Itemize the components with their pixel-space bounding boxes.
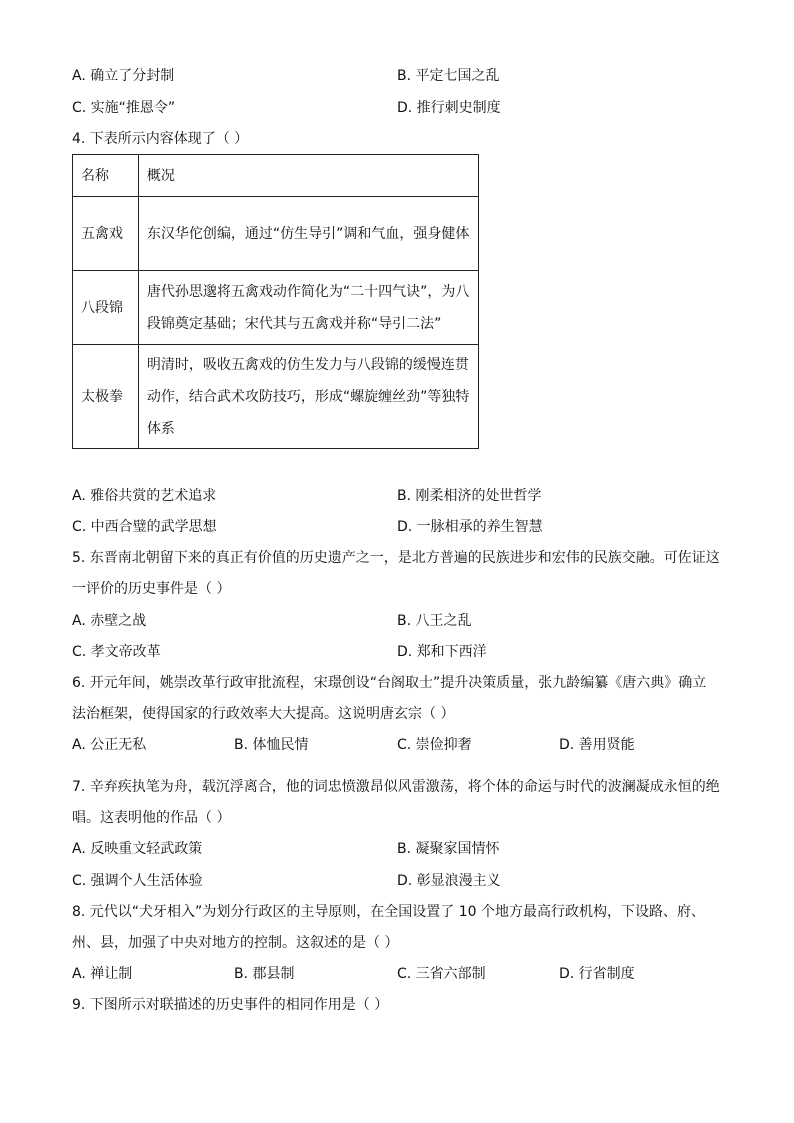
q4-option-d[interactable]: D. 一脉相承的养生智慧 xyxy=(397,519,543,535)
q9-stem: 9. 下图所示对联描述的历史事件的相同作用是（ ） xyxy=(72,997,389,1013)
q6-stem-line2: 法治框架，使得国家的行政效率大大提高。这说明唐玄宗（ ） xyxy=(72,706,455,722)
table-header-name: 名称 xyxy=(73,155,139,197)
table-cell-desc: 明清时，吸收五禽戏的仿生发力与八段锦的缓慢连贯动作，结合武术攻防技巧，形成“螺旋缠丝劲”等独特体系 xyxy=(138,345,478,449)
q3-option-c[interactable]: C. 实施“推恩令” xyxy=(72,100,176,116)
q4-option-a[interactable]: A. 雅俗共赏的艺术追求 xyxy=(72,488,217,504)
q4-table xyxy=(72,154,479,449)
q4-option-c[interactable]: C. 中西合璧的武学思想 xyxy=(72,519,217,535)
q3-option-d[interactable]: D. 推行刺史制度 xyxy=(397,100,501,116)
q3-option-a[interactable]: A. 确立了分封制 xyxy=(72,68,175,84)
q6-option-c[interactable]: C. 崇俭抑奢 xyxy=(397,737,472,753)
q5-option-c[interactable]: C. 孝文帝改革 xyxy=(72,644,161,660)
q7-option-c[interactable]: C. 强调个人生活体验 xyxy=(72,873,203,889)
table-cell-desc: 唐代孙思邈将五禽戏动作简化为“二十四气诀”，为八段锦奠定基础；宋代其与五禽戏并称“导引二法” xyxy=(138,271,478,345)
q6-option-d[interactable]: D. 善用贤能 xyxy=(559,737,635,753)
table-cell-name: 太极拳 xyxy=(73,345,139,449)
q5-option-a[interactable]: A. 赤壁之战 xyxy=(72,613,147,629)
q8-stem-line2: 州、县，加强了中央对地方的控制。这叙述的是（ ） xyxy=(72,935,399,951)
q6-option-b[interactable]: B. 体恤民情 xyxy=(234,737,309,753)
q7-option-a[interactable]: A. 反映重文轻武政策 xyxy=(72,841,203,857)
table-row xyxy=(73,345,479,449)
q5-option-d[interactable]: D. 郑和下西洋 xyxy=(397,644,487,660)
table-cell-name: 五禽戏 xyxy=(73,197,139,271)
table-header-row xyxy=(73,155,479,197)
q7-option-d[interactable]: D. 彰显浪漫主义 xyxy=(397,873,501,889)
q8-option-b[interactable]: B. 郡县制 xyxy=(234,966,295,982)
q5-stem-line2: 一评价的历史事件是（ ） xyxy=(72,581,231,597)
q3-option-b[interactable]: B. 平定七国之乱 xyxy=(397,68,500,84)
q6-option-a[interactable]: A. 公正无私 xyxy=(72,737,147,753)
table-row xyxy=(73,271,479,345)
q5-option-b[interactable]: B. 八王之乱 xyxy=(397,613,472,629)
q7-stem-line2: 唱。这表明他的作品（ ） xyxy=(72,810,231,826)
q8-stem-line1: 8. 元代以“犬牙相入”为划分行政区的主导原则，在全国设置了 10 个地方最高行政机构，下设路、府、 xyxy=(72,904,706,920)
q4-option-b[interactable]: B. 刚柔相济的处世哲学 xyxy=(397,488,542,504)
table-row xyxy=(73,197,479,271)
table-cell-desc: 东汉华佗创编，通过“仿生导引”调和气血，强身健体 xyxy=(138,197,478,271)
q7-option-b[interactable]: B. 凝聚家国情怀 xyxy=(397,841,500,857)
q7-stem-line1: 7. 辛弃疾执笔为舟，载沉浮离合，他的词忠愤激昂似风雷激荡，将个体的命运与时代的波澜凝成永恒的绝 xyxy=(72,779,720,795)
q8-option-d[interactable]: D. 行省制度 xyxy=(559,966,635,982)
table-header-desc: 概况 xyxy=(138,155,478,197)
q6-stem-line1: 6. 开元年间，姚崇改革行政审批流程，宋璟创设“台阁取士”提升决策质量，张九龄编纂《唐六典》确立 xyxy=(72,675,707,691)
q8-option-a[interactable]: A. 禅让制 xyxy=(72,966,133,982)
table-cell-name: 八段锦 xyxy=(73,271,139,345)
q5-stem-line1: 5. 东晋南北朝留下来的真正有价值的历史遗产之一，是北方普遍的民族进步和宏伟的民族交融。可佐证这 xyxy=(72,550,720,566)
q8-option-c[interactable]: C. 三省六部制 xyxy=(397,966,486,982)
q4-stem: 4. 下表所示内容体现了（ ） xyxy=(72,131,249,147)
